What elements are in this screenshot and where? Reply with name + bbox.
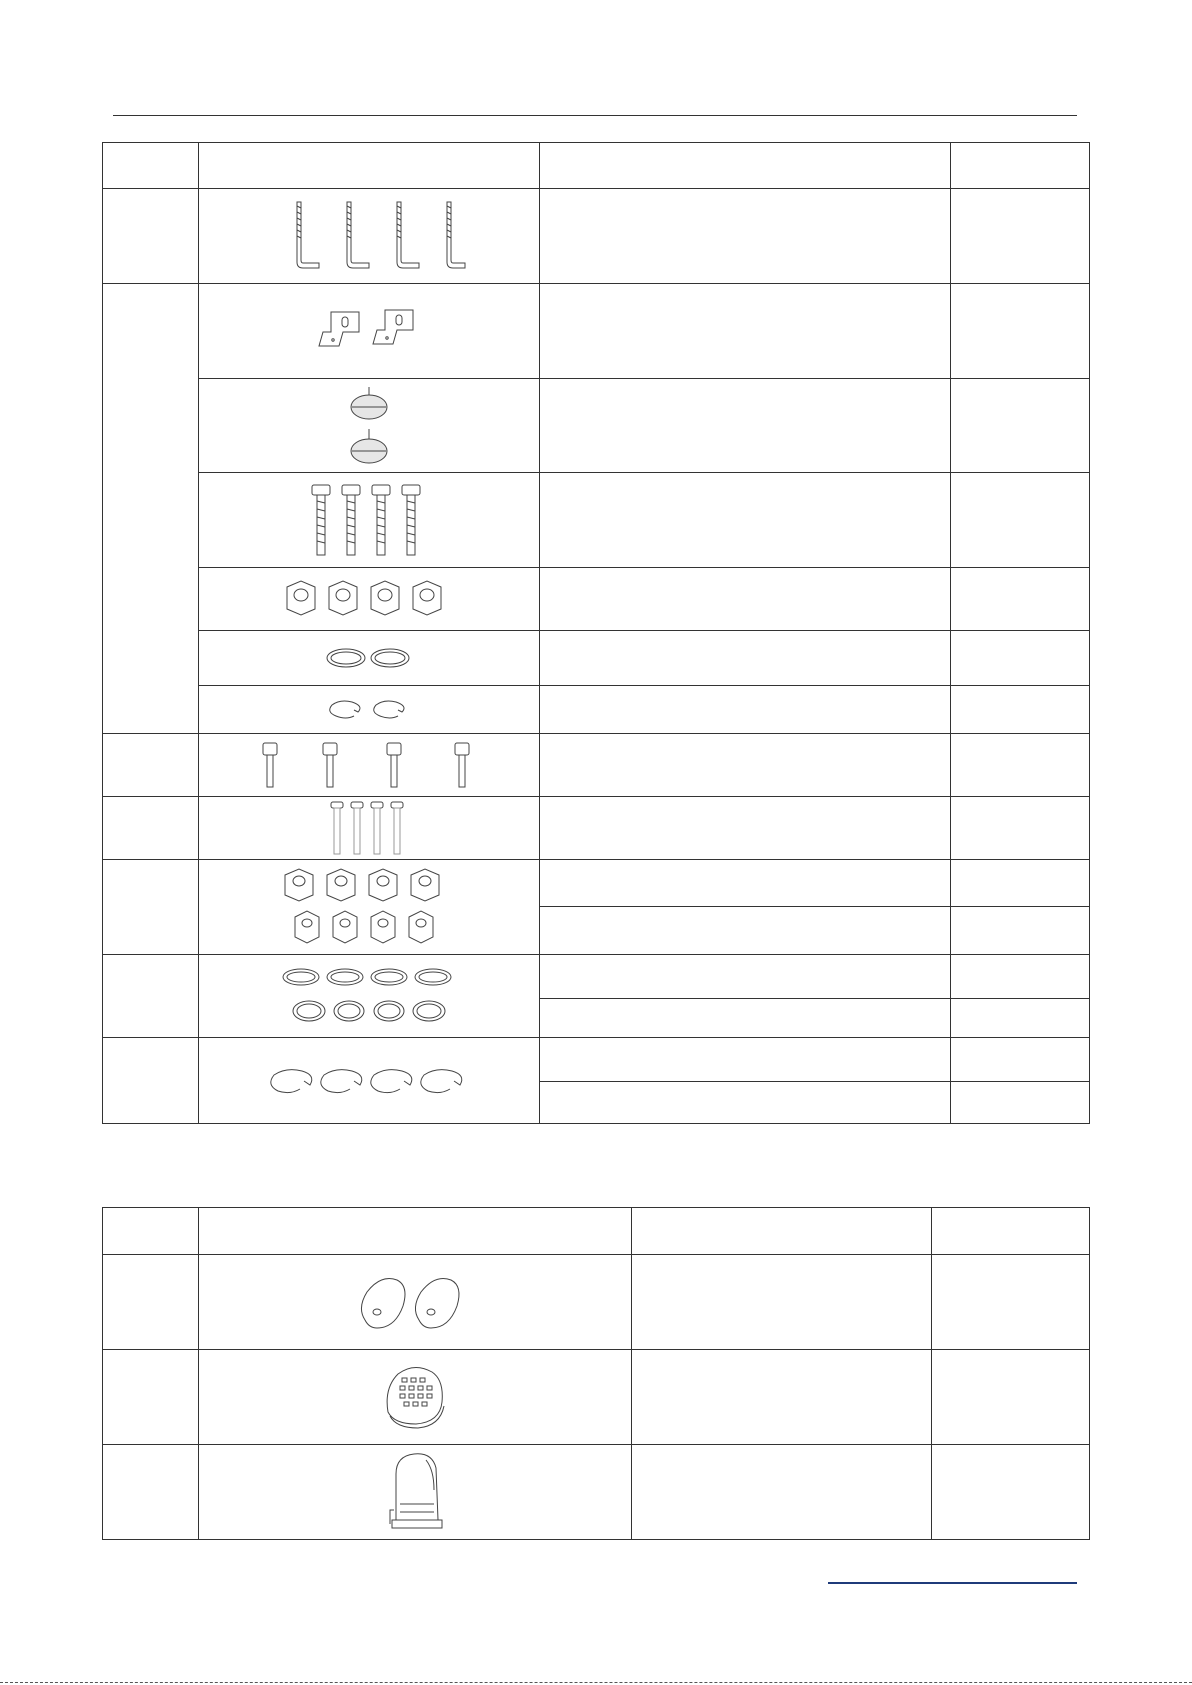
item-number-cell bbox=[103, 1445, 199, 1540]
part-image-cell bbox=[199, 797, 540, 860]
quantity-cell bbox=[951, 860, 1090, 907]
quantity-cell bbox=[932, 1445, 1090, 1540]
item-number-cell bbox=[103, 1038, 199, 1124]
description-cell bbox=[540, 797, 951, 860]
item-number-cell bbox=[103, 955, 199, 1038]
quantity-cell bbox=[951, 955, 1090, 999]
item-number-cell bbox=[103, 1350, 199, 1445]
part-image-cell bbox=[199, 686, 540, 734]
flat-washer-set-icon bbox=[281, 961, 457, 1031]
item-number-cell bbox=[103, 860, 199, 955]
keypad-icon bbox=[380, 1362, 450, 1432]
description-cell bbox=[540, 686, 951, 734]
table-row bbox=[103, 734, 1090, 797]
quantity-cell bbox=[932, 1255, 1090, 1350]
item-number-cell bbox=[103, 734, 199, 797]
header-cell-description bbox=[632, 1208, 932, 1255]
part-image-cell bbox=[199, 568, 540, 631]
description-cell bbox=[632, 1255, 932, 1350]
mounting-bracket-icon bbox=[309, 306, 429, 356]
table-row bbox=[103, 1350, 1090, 1445]
quantity-cell bbox=[951, 473, 1090, 568]
description-cell bbox=[632, 1445, 932, 1540]
warning-lamp-icon bbox=[380, 1450, 450, 1534]
table-row bbox=[103, 955, 1090, 999]
header-cell-no bbox=[103, 143, 199, 189]
table-row bbox=[103, 686, 1090, 734]
part-image-cell bbox=[199, 955, 540, 1038]
quantity-cell bbox=[951, 189, 1090, 284]
part-image-cell bbox=[199, 734, 540, 797]
item-number-cell bbox=[103, 284, 199, 734]
table-row bbox=[103, 473, 1090, 568]
quantity-cell bbox=[951, 631, 1090, 686]
footer-link-rule bbox=[828, 1582, 1077, 1584]
quantity-cell bbox=[932, 1350, 1090, 1445]
table-row bbox=[103, 189, 1090, 284]
quantity-cell bbox=[951, 1082, 1090, 1124]
quantity-cell bbox=[951, 379, 1090, 473]
socket-cap-screw-icon bbox=[259, 739, 479, 791]
description-cell bbox=[632, 1350, 932, 1445]
part-image-cell bbox=[199, 1350, 632, 1445]
hex-nut-set-icon bbox=[279, 865, 459, 949]
quantity-cell bbox=[951, 797, 1090, 860]
item-number-cell bbox=[103, 189, 199, 284]
part-image-cell bbox=[199, 379, 540, 473]
description-cell bbox=[540, 379, 951, 473]
remote-fob-icon bbox=[355, 1272, 475, 1332]
spring-washer-icon bbox=[324, 696, 414, 724]
description-cell bbox=[540, 189, 951, 284]
quantity-cell bbox=[951, 734, 1090, 797]
description-cell bbox=[540, 907, 951, 955]
quantity-cell bbox=[951, 999, 1090, 1038]
header-rule bbox=[113, 115, 1077, 116]
hex-nut-icon bbox=[279, 577, 459, 621]
description-cell bbox=[540, 1082, 951, 1124]
part-image-cell bbox=[199, 1255, 632, 1350]
quantity-cell bbox=[951, 907, 1090, 955]
part-image-cell bbox=[199, 284, 540, 379]
part-image-cell bbox=[199, 1445, 632, 1540]
quantity-cell bbox=[951, 1038, 1090, 1082]
table-row bbox=[103, 568, 1090, 631]
header-cell-quantity bbox=[932, 1208, 1090, 1255]
part-image-cell bbox=[199, 473, 540, 568]
header-cell-picture bbox=[199, 1208, 632, 1255]
item-number-cell bbox=[103, 797, 199, 860]
header-cell-quantity bbox=[951, 143, 1090, 189]
parts-table-accessories bbox=[102, 1207, 1090, 1540]
quantity-cell bbox=[951, 568, 1090, 631]
description-cell bbox=[540, 999, 951, 1038]
description-cell bbox=[540, 473, 951, 568]
table-row bbox=[103, 284, 1090, 379]
quantity-cell bbox=[951, 284, 1090, 379]
description-cell bbox=[540, 1038, 951, 1082]
header-cell-description bbox=[540, 143, 951, 189]
table-row bbox=[103, 1038, 1090, 1082]
description-cell bbox=[540, 568, 951, 631]
description-cell bbox=[540, 860, 951, 907]
part-image-cell bbox=[199, 860, 540, 955]
part-image-cell bbox=[199, 631, 540, 686]
spring-washer-set-icon bbox=[266, 1063, 472, 1099]
small-bolt-icon bbox=[327, 800, 411, 856]
description-cell bbox=[540, 631, 951, 686]
table-header-row bbox=[103, 1208, 1090, 1255]
item-number-cell bbox=[103, 1255, 199, 1350]
table-header-row bbox=[103, 143, 1090, 189]
table-row bbox=[103, 860, 1090, 907]
flat-washer-icon bbox=[324, 643, 414, 673]
header-cell-no bbox=[103, 1208, 199, 1255]
hex-bolt-icon bbox=[304, 481, 434, 559]
part-image-cell bbox=[199, 1038, 540, 1124]
description-cell bbox=[540, 734, 951, 797]
table-row bbox=[103, 379, 1090, 473]
part-image-cell bbox=[199, 189, 540, 284]
table-row bbox=[103, 631, 1090, 686]
page-bottom-edge bbox=[0, 1682, 1192, 1683]
header-cell-picture bbox=[199, 143, 540, 189]
l-anchor-bolt-icon bbox=[269, 196, 469, 276]
adjustment-knob-icon bbox=[339, 383, 399, 469]
description-cell bbox=[540, 284, 951, 379]
parts-table-hardware bbox=[102, 142, 1090, 1124]
description-cell bbox=[540, 955, 951, 999]
table-row bbox=[103, 1255, 1090, 1350]
quantity-cell bbox=[951, 686, 1090, 734]
table-row bbox=[103, 797, 1090, 860]
table-row bbox=[103, 1445, 1090, 1540]
